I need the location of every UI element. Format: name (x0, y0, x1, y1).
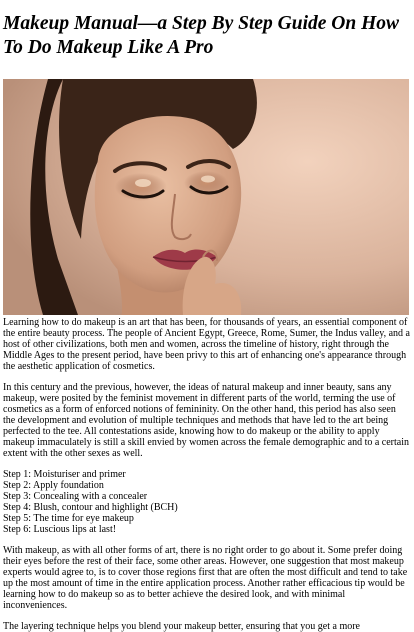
step-item: Step 2: Apply foundation (3, 480, 104, 491)
step-item: Step 1: Moisturiser and primer (3, 469, 126, 480)
article-paragraph: With makeup, as with all other forms of art, there is no right order to go about it. Some prefer doing their eyes before the rest of their face, some other areas. However, one suggestion that most makeup experts would agree to, is to cover those regions first that are often the most difficult and tend to take up the most amount of time in the entire application process. Another rather efficacious tip would be learning how to do makeup so as to better achieve the desired look, and with minimal inconveniences. (3, 545, 408, 611)
article-paragraph: Learning how to do makeup is an art that has been, for thousands of years, an essential component of the entire beauty process. The people of Ancient Egypt, Greece, Rome, Sumer, the Indus valley, and a host of other civilizations, both men and women, across the timeline of history, right through the Middle Ages to the present period, have been privy to this art of enhancing one's appearance through the aesthetic application of cosmetics. (3, 317, 410, 372)
step-item: Step 3: Concealing with a concealer (3, 491, 148, 502)
steps-list (3, 469, 410, 535)
hero-image (3, 79, 409, 315)
step-item: Step 5: The time for eye makeup (3, 513, 134, 524)
article-title: Makeup Manual—a Step By Step Guide On How To Do Makeup Like A Pro (3, 13, 400, 58)
article-body (3, 317, 410, 632)
article-paragraph: In this century and the previous, however, the ideas of natural makeup and inner beauty, sans any makeup, were posited by the feminist movement in different parts of the world, terming the use of cosmetics as a form of enforced notions of femininity. On the other hand, this period has also seen the development and evolution of multiple techniques and methods that have led to the art being perfected to the tee. All contestations aside, knowing how to do makeup or the ability to apply makeup immaculately is still a skill envied by women across the female demographic and to a certain extent with the other sexes as well. (3, 382, 409, 459)
article-paragraph: The layering technique helps you blend your makeup better, ensuring that you get a more (3, 621, 360, 632)
makeup-model-illustration (3, 79, 409, 315)
step-item: Step 4: Blush, contour and highlight (BCH) (3, 502, 178, 513)
step-item: Step 6: Luscious lips at last! (3, 524, 117, 535)
